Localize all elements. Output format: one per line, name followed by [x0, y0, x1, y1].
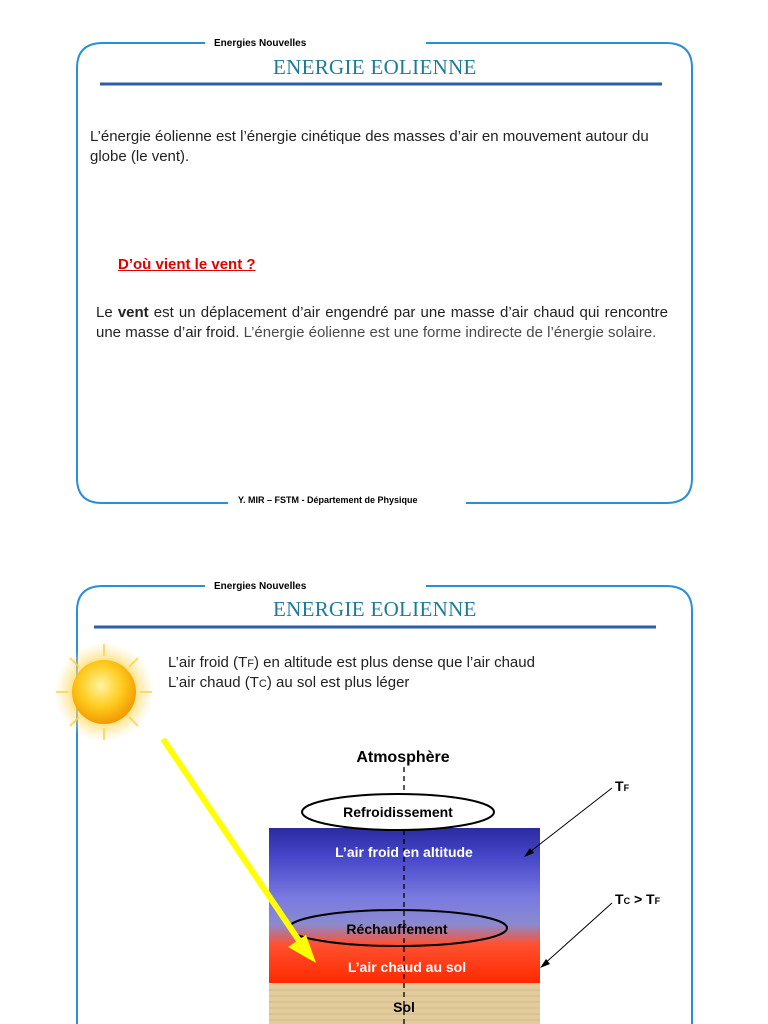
atmosphere-label: Atmosphère [356, 749, 450, 766]
tc-label: TC > TF [615, 891, 661, 907]
slide1-intro: L’énergie éolienne est l’énergie cinétique des masses d’air en mouvement autour du globe (le vent). [90, 128, 649, 165]
heating-label: Réchauffement [346, 921, 448, 937]
tc-pointer [542, 903, 612, 966]
slide2-line2: L’air chaud (TC) au sol est plus léger [168, 674, 410, 691]
sun-icon [52, 640, 156, 744]
tf-pointer [526, 788, 612, 855]
slide1-question: D’où vient le vent ? [118, 256, 256, 273]
slide1-subject: Energies Nouvelles [214, 38, 307, 49]
slide1-answer [96, 303, 668, 343]
slide1-frame-right [426, 43, 692, 503]
wind-origin-diagram [150, 735, 690, 1024]
cooling-label: Refroidissement [343, 804, 453, 820]
slide1-title: ENERGIE EOLIENNE [273, 55, 477, 79]
slide2-subject: Energies Nouvelles [214, 581, 307, 592]
ground-label: Sol [393, 999, 415, 1015]
slide1-frame [77, 43, 228, 503]
tf-label: TF [615, 778, 630, 794]
answer-prefix: Le [96, 304, 118, 321]
answer-bold-word: vent [117, 304, 149, 321]
slide2-title: ENERGIE EOLIENNE [273, 597, 477, 621]
answer-light-text: L’énergie éolienne est une forme indirecte de l’énergie solaire. [239, 324, 657, 341]
slide1-footer: Y. MIR – FSTM - Département de Physique [238, 495, 418, 505]
warm-air-label: L’air chaud au sol [347, 959, 467, 975]
cold-air-label: L’air froid en altitude [335, 844, 473, 860]
slide2-line1: L’air froid (TF) en altitude est plus dense que l’air chaud [168, 654, 535, 671]
answer-dark-text: est un déplacement d’air engendré par une masse d’air chaud qui rencontre une masse d’air froid. [96, 304, 668, 341]
